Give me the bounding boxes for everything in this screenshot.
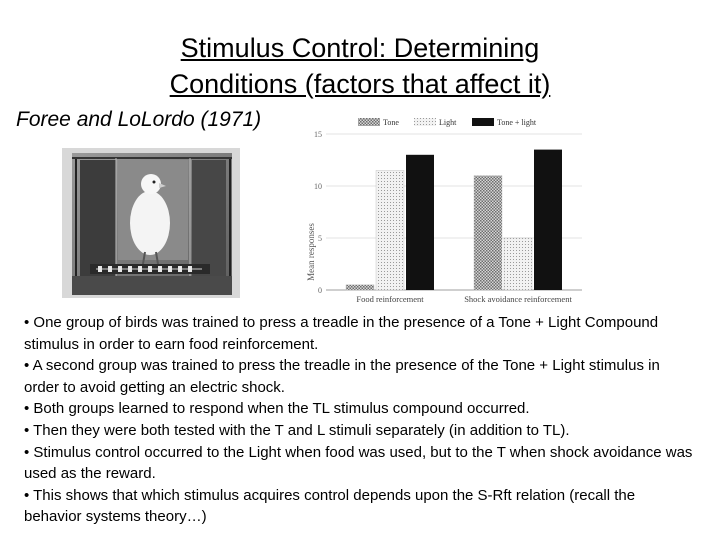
chart-x-labels: [356, 294, 572, 304]
bar-tone: [346, 285, 374, 290]
y-tick-label: 10: [314, 182, 322, 191]
pigeon-in-chamber-photo: [62, 148, 240, 298]
bar-light: [504, 238, 532, 290]
bullet-item: • Then they were both tested with the T and L stimuli separately (in addition to TL).: [24, 421, 570, 439]
slide-title-line-1: Stimulus Control: Determining: [180, 33, 540, 63]
slide-title-line-2: Conditions (factors that affect it): [169, 69, 551, 99]
chart-legend: [358, 118, 537, 127]
chart-bars: [346, 150, 562, 290]
legend-swatch: [414, 118, 436, 126]
bullet-item: • Stimulus control occurred to the Light when food was used, but to the T when shock avoidance was used as the reward.: [24, 443, 693, 483]
bullet-item: • This shows that which stimulus acquires control depends upon the S-Rft relation (recall the behavior systems theory…): [24, 486, 636, 526]
bar-tone: [474, 176, 502, 290]
citation: Foree and LoLordo (1971): [16, 108, 262, 131]
y-tick-label: 0: [318, 286, 322, 295]
bar-chart: [300, 112, 590, 310]
bar-light: [376, 170, 404, 290]
bullet-item: • Both groups learned to respond when the TL stimulus compound occurred.: [24, 400, 530, 418]
legend-label: Tone: [383, 118, 399, 127]
bullet-item: • One group of birds was trained to press a treadle in the presence of a Tone + Light Compound stimulus in order to earn food reinforcement.: [24, 314, 659, 353]
bullet-list: [24, 312, 694, 528]
y-axis-label: Mean responses: [306, 223, 316, 281]
y-tick-label: 5: [318, 234, 322, 243]
bullet-item: • A second group was trained to press the treadle in the presence of the Tone + Light stimulus in order to avoid getting an electric shock.: [24, 357, 660, 396]
y-tick-label: 15: [314, 130, 322, 139]
legend-swatch: [358, 118, 380, 126]
x-tick-label: Food reinforcement: [356, 294, 424, 304]
legend-label: Tone + light: [497, 118, 537, 127]
legend-swatch: [472, 118, 494, 126]
bar-tone-light: [406, 155, 434, 290]
x-tick-label: Shock avoidance reinforcement: [464, 294, 572, 304]
bar-tone-light: [534, 150, 562, 290]
slide-title: [60, 30, 660, 102]
legend-label: Light: [439, 118, 457, 127]
